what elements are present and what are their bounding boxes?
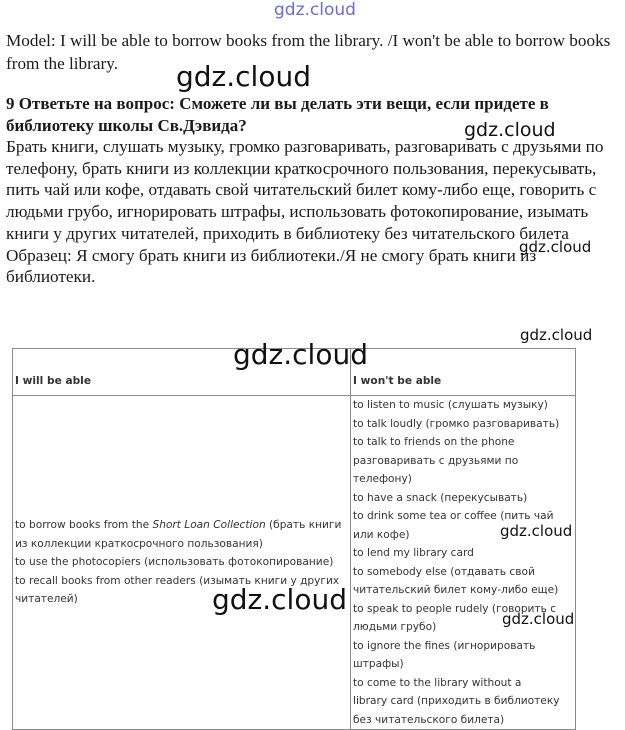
wont-line: to somebody else (отдавать свой	[353, 565, 535, 578]
will-item-1: to borrow books from the Short Loan Collection (брать книги	[15, 519, 342, 532]
watermark-top: gdz.cloud	[274, 0, 356, 20]
answer-table	[12, 348, 576, 730]
wont-line: или кофе)	[353, 528, 410, 541]
wont-line: to drink some tea or coffee (пить чай	[353, 510, 554, 522]
will-item-1-cont: из коллекции краткосрочного пользования)	[15, 537, 263, 550]
wont-line: to lend my library card	[353, 547, 474, 559]
question-title: 9 Ответьте на вопрос: Сможете ли вы делать эти вещи, если придете в библиотеку школы Св.Дэвида?	[6, 94, 549, 135]
table-row	[13, 396, 576, 730]
watermark: gdz.cloud	[519, 238, 592, 256]
will-be-able-cell	[13, 396, 351, 730]
wont-line: без читательского билета)	[353, 713, 505, 726]
wont-line: разговаривать с друзьями по	[353, 454, 519, 467]
will-item-3: to recall books from other readers (изымать книги у других	[15, 574, 340, 587]
will-item-3-cont: читателей)	[15, 593, 78, 606]
model-sentence: Model: I will be able to borrow books from the library. /I won't be able to borrow books from the library.	[6, 31, 611, 73]
watermark: gdz.cloud	[233, 338, 368, 371]
question-text: Брать книги, слушать музыку, громко разговаривать, разговаривать с друзьями по телефону, брать книги из коллекции краткосрочного пользования, перекусывать, пить чай или кофе, отдавать свой читательский билет кому-либо еще, говорить с людьми грубо, игнорировать штрафы, использовать фотокопирование, изымать книги у других читателей, приходить в библиотеку без читательского билета	[6, 137, 604, 243]
header-will-be-able: I will be able	[13, 349, 351, 396]
watermark: gdz.cloud	[212, 583, 347, 616]
will-item-2: to use the photocopiers (использовать фотокопирование)	[15, 556, 334, 569]
wont-line: to ignore the fines (игнорировать	[353, 639, 536, 652]
wont-line: штрафы)	[353, 658, 404, 670]
wont-line: телефону)	[353, 473, 412, 485]
wont-line: людьми грубо)	[353, 621, 437, 633]
wont-line: to speak to people rudely (говорить с	[353, 602, 557, 615]
sample-text: Образец: Я смогу брать книги из библиотеки./Я не смогу брать книги из библиотеки.	[6, 245, 537, 287]
watermark: gdz.cloud	[520, 326, 593, 344]
watermark: gdz.cloud	[464, 119, 556, 141]
wont-line: to talk to friends on the phone	[353, 436, 515, 448]
wont-be-able-cell	[351, 396, 576, 730]
watermark: gdz.cloud	[502, 610, 575, 628]
wont-line: to listen to music (слушать музыку)	[353, 399, 548, 411]
wont-line: to come to the library without a	[353, 676, 522, 689]
wont-line: to talk loudly (громко разговаривать)	[353, 417, 560, 430]
wont-line: library card (приходить в библиотеку	[353, 695, 560, 707]
watermark: gdz.cloud	[500, 522, 573, 540]
watermark: gdz.cloud	[176, 60, 311, 93]
wont-line: to have a snack (перекусывать)	[353, 491, 528, 504]
question-body	[6, 136, 618, 288]
wont-line: читательский билет кому-либо еще)	[353, 584, 559, 596]
header-wont-be-able: I won't be able	[351, 349, 576, 396]
